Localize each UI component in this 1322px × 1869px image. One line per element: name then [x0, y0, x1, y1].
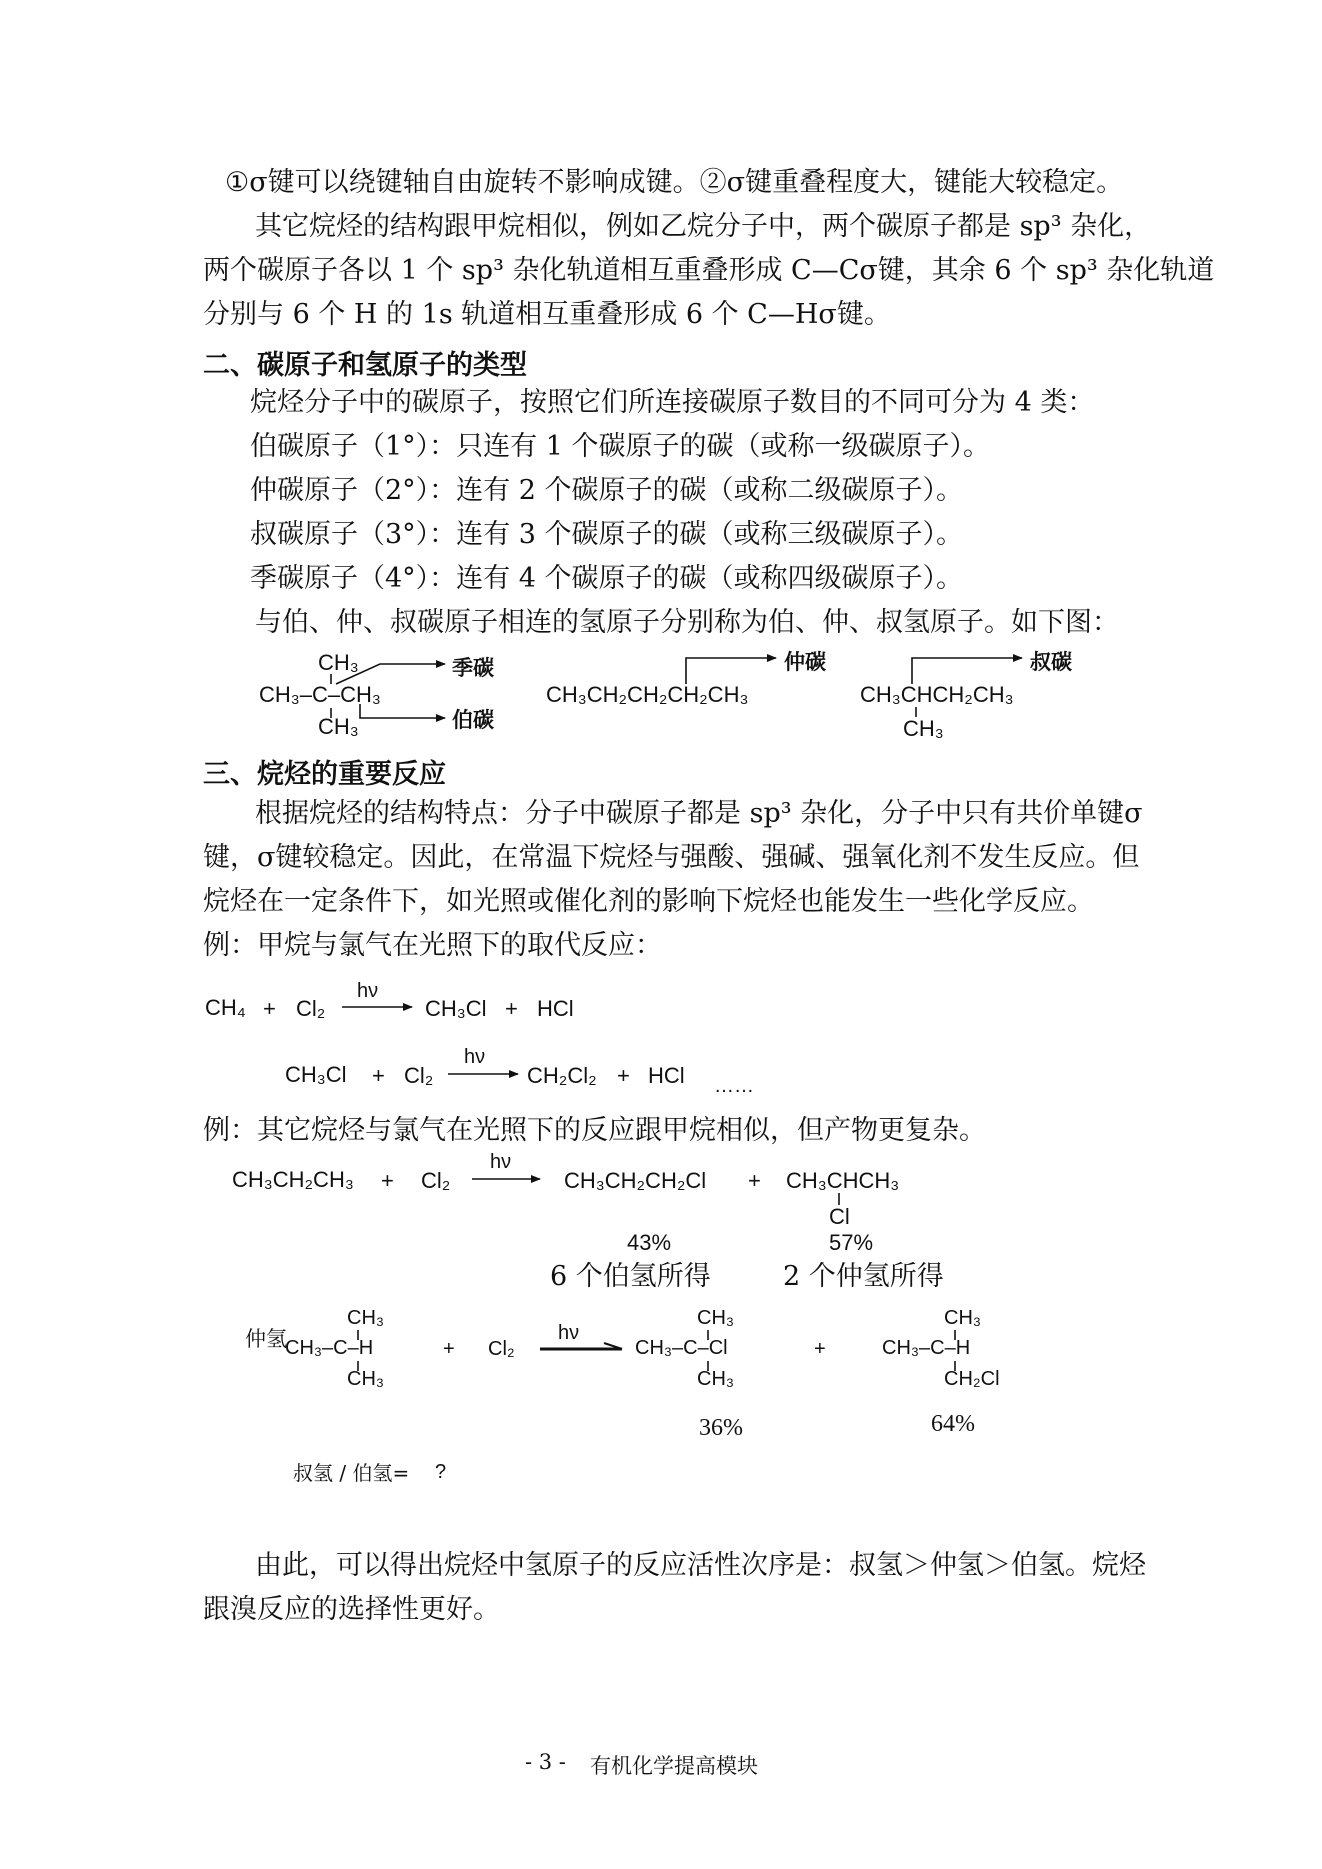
- reaction1-plus1: +: [263, 996, 276, 1021]
- reaction2-condition: hν: [464, 1046, 486, 1068]
- reaction4-reactant-mid: CH₃–C–H: [285, 1337, 374, 1359]
- reaction4-reactant2: Cl₂: [488, 1338, 515, 1360]
- diagram2-formula: CH₃CH₂CH₂CH₂CH₃: [546, 682, 749, 707]
- reaction3-plus1: +: [381, 1168, 394, 1193]
- reaction4-yield2: 64%: [931, 1411, 975, 1437]
- text-line-4: 分别与 6 个 H 的 1s 轨道相互重叠形成 6 个 C—Hσ键。: [203, 299, 891, 330]
- label-secondary-carbon: 仲碳: [784, 650, 826, 674]
- reaction4-ratio-value: ?: [435, 1461, 447, 1483]
- diagram1-ch3-top: CH₃: [318, 650, 359, 675]
- diagram3-branch: CH₃: [903, 716, 944, 741]
- para2-line-6: 与伯、仲、叔碳原子相连的氢原子分别称为伯、仲、叔氢原子。如下图：: [255, 607, 1119, 638]
- reaction2-product2: HCl: [648, 1063, 685, 1088]
- conclusion-line-2: 跟溴反应的选择性更好。: [203, 1594, 500, 1625]
- para2-line-3: 仲碳原子（2°）：连有 2 个碳原子的碳（或称二级碳原子）。: [250, 475, 964, 506]
- reaction4-product2-top: CH₃: [944, 1307, 982, 1329]
- section-heading-3: 三、烷烃的重要反应: [203, 759, 446, 790]
- reaction3-reactant2: Cl₂: [421, 1168, 451, 1193]
- reaction4-product1-bottom: CH₃: [697, 1368, 735, 1390]
- reaction3-product2: CH₃CHCH₃: [786, 1168, 900, 1193]
- text-line-3: 两个碳原子各以 1 个 sp³ 杂化轨道相互重叠形成 C—Cσ键，其余 6 个 sp³ 杂化轨道: [203, 255, 1215, 286]
- reaction1-product2: HCl: [537, 996, 574, 1021]
- reaction4-plus2: +: [814, 1338, 826, 1360]
- reaction1-reactant1: CH₄: [205, 995, 246, 1020]
- para3-line-3: 烷烃在一定条件下，如光照或催化剂的影响下烷烃也能发生一些化学反应。: [203, 886, 1094, 917]
- conclusion-line-1: 由此，可以得出烷烃中氢原子的反应活性次序是：叔氢＞仲氢＞伯氢。烷烃: [255, 1550, 1146, 1581]
- reaction3-source2: 2 个仲氢所得: [783, 1261, 944, 1292]
- reaction3-yield1: 43%: [627, 1230, 672, 1255]
- footer-page-number: - 3 -: [525, 1750, 566, 1774]
- arrow-secondary: [686, 658, 776, 684]
- reaction4-product1-mid: CH₃–C–Cl: [635, 1337, 728, 1359]
- reaction4-product2-bottom: CH₂Cl: [944, 1368, 1000, 1390]
- reaction1-plus2: +: [505, 996, 518, 1021]
- text-line-1: ①σ键可以绕键轴自由旋转不影响成键。②σ键重叠程度大，键能大较稳定。: [225, 167, 1124, 198]
- diagram1-ch3-bottom: CH₃: [318, 714, 359, 739]
- reaction1-product1: CH₃Cl: [425, 996, 487, 1021]
- diagram1-main-chain: CH₃–C–CH₃: [259, 682, 381, 707]
- reaction2-ellipsis: ……: [714, 1075, 754, 1097]
- reaction4-yield1: 36%: [699, 1415, 743, 1441]
- reaction3-product2-branch: Cl: [829, 1204, 850, 1229]
- reaction3-source1: 6 个伯氢所得: [550, 1261, 711, 1292]
- reaction2-product1: CH₂Cl₂: [527, 1063, 597, 1088]
- reaction4-ratio-label: 叔氢 / 伯氢=: [293, 1461, 410, 1485]
- reaction2-plus2: +: [617, 1063, 630, 1088]
- para3-line-2: 键，σ键较稳定。因此，在常温下烷烃与强酸、强碱、强氧化剂不发生反应。但: [203, 842, 1140, 873]
- example-line-2: 例：其它烷烃与氯气在光照下的反应跟甲烷相似，但产物更复杂。: [203, 1115, 986, 1146]
- text-line-2: 其它烷烃的结构跟甲烷相似，例如乙烷分子中，两个碳原子都是 sp³ 杂化，: [255, 211, 1152, 242]
- reaction4-reactant-top: CH₃: [347, 1307, 385, 1329]
- label-primary-carbon: 伯碳: [452, 708, 494, 732]
- label-quaternary-carbon: 季碳: [452, 656, 494, 680]
- reaction3-plus2: +: [748, 1168, 761, 1193]
- reaction1-reactant2: Cl₂: [296, 996, 326, 1021]
- reaction2-plus1: +: [372, 1063, 385, 1088]
- para2-line-1: 烷烃分子中的碳原子，按照它们所连接碳原子数目的不同可分为 4 类：: [250, 387, 1095, 418]
- arrow-quaternary: [336, 664, 445, 684]
- reaction3-yield2: 57%: [829, 1230, 874, 1255]
- reaction4-condition: hν: [558, 1322, 580, 1344]
- reaction4-note: 仲氢: [245, 1327, 287, 1351]
- reaction4-reactant-bottom: CH₃: [347, 1368, 385, 1390]
- arrow-primary: [360, 704, 445, 718]
- reaction2-reactant1: CH₃Cl: [285, 1062, 347, 1087]
- reaction3-condition: hν: [490, 1151, 512, 1173]
- footer-title: 有机化学提高模块: [590, 1754, 758, 1778]
- diagram3-formula: CH₃CHCH₂CH₃: [860, 682, 1014, 707]
- para2-line-2: 伯碳原子（1°）：只连有 1 个碳原子的碳（或称一级碳原子）。: [250, 431, 991, 462]
- reaction3-product1: CH₃CH₂CH₂Cl: [564, 1168, 707, 1193]
- label-tertiary-carbon: 叔碳: [1030, 650, 1072, 674]
- para3-line-1: 根据烷烃的结构特点：分子中碳原子都是 sp³ 杂化，分子中只有共价单键σ: [255, 798, 1143, 829]
- reaction4-product1-top: CH₃: [697, 1307, 735, 1329]
- arrow-tertiary: [912, 658, 1022, 684]
- section-heading-2: 二、碳原子和氢原子的类型: [203, 350, 527, 381]
- reaction2-reactant2: Cl₂: [404, 1063, 434, 1088]
- reaction4-plus1: +: [443, 1338, 455, 1360]
- para2-line-4: 叔碳原子（3°）：连有 3 个碳原子的碳（或称三级碳原子）。: [250, 519, 964, 550]
- example-line-1: 例：甲烷与氯气在光照下的取代反应：: [203, 930, 662, 961]
- reaction3-reactant1: CH₃CH₂CH₃: [232, 1167, 354, 1192]
- reaction4-product2-mid: CH₃–C–H: [882, 1337, 971, 1359]
- reaction1-condition: hν: [357, 980, 379, 1002]
- para2-line-5: 季碳原子（4°）：连有 4 个碳原子的碳（或称四级碳原子）。: [250, 563, 964, 594]
